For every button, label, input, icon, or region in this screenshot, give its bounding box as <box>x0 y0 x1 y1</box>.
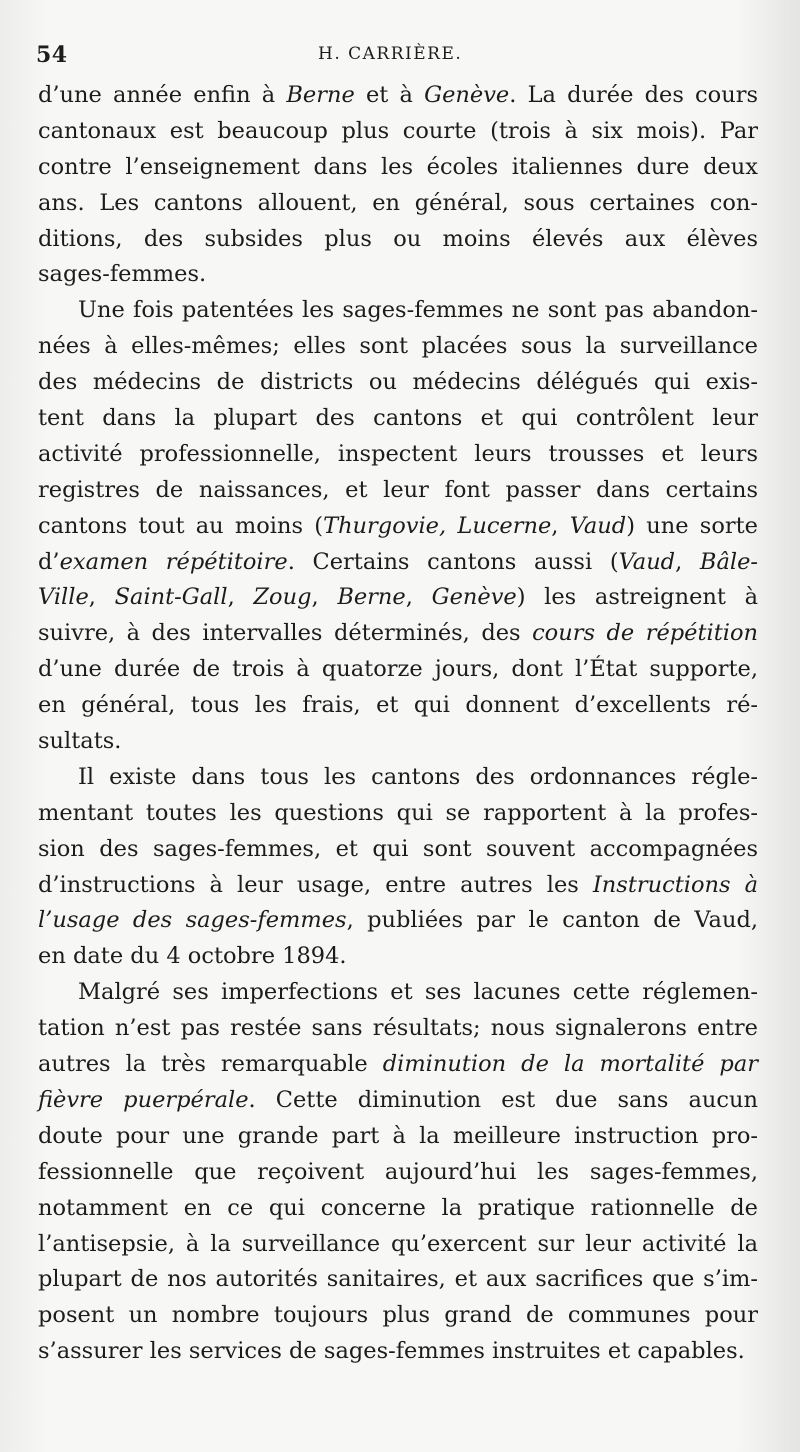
text-segment: activité professionnelle, inspectent leurs trousses et leurs <box>38 440 758 467</box>
text-line <box>38 688 758 724</box>
text-line <box>38 1047 758 1083</box>
text-line <box>38 616 758 652</box>
text-segment: Il existe dans tous les cantons des ordonnances régle- <box>78 763 758 790</box>
text-segment: d’une durée de trois à quatorze jours, dont l’État supporte, <box>38 656 758 683</box>
italic-text: Genève <box>424 82 510 108</box>
italic-text: Ville <box>38 584 89 611</box>
italic-text: Zoug <box>253 584 312 611</box>
text-line <box>38 760 758 796</box>
text-segment: , publiées par le canton de Vaud, <box>346 907 758 934</box>
text-segment: ditions, des subsides plus ou moins élevés aux élèves <box>38 225 758 252</box>
text-segment: , <box>88 584 115 611</box>
text-line <box>38 1298 758 1334</box>
paragraph <box>38 78 758 293</box>
text-segment: en général, tous les frais, et qui donnent d’excellents ré- <box>38 692 758 719</box>
italic-text: Vaud <box>618 548 676 575</box>
text-segment: et à <box>354 82 425 108</box>
text-segment: autres la très remarquable <box>38 1051 383 1078</box>
italic-text: Genève <box>431 584 517 611</box>
text-segment: s’assurer les services de sages-femmes instruites et capables. <box>38 1338 745 1365</box>
text-line <box>38 114 758 150</box>
text-line <box>38 796 758 832</box>
italic-text: cours de répétition <box>532 620 759 647</box>
text-line <box>38 1119 758 1155</box>
running-title: H. CARRIÈRE. <box>318 44 463 64</box>
text-line <box>38 222 758 258</box>
text-segment: ) les astreignent à <box>516 584 759 611</box>
italic-text: Berne <box>337 584 406 611</box>
text-segment: , <box>675 548 700 575</box>
text-segment: tation n’est pas restée sans résultats; nous signalerons entre <box>38 1015 758 1042</box>
text-line <box>38 724 758 760</box>
text-segment: . La durée des cours <box>509 82 758 108</box>
text-segment: ) une sorte <box>626 512 758 539</box>
text-line <box>38 545 758 581</box>
body-text <box>38 78 758 1370</box>
text-line <box>38 401 758 437</box>
text-line <box>38 1191 758 1227</box>
italic-text: Instructions à <box>592 871 758 898</box>
text-segment: tent dans la plupart des cantons et qui contrôlent leur <box>38 405 758 432</box>
text-segment: d’ <box>38 548 60 575</box>
text-segment: sultats. <box>38 728 122 755</box>
text-segment: . Certains cantons aussi ( <box>287 548 619 575</box>
text-line <box>38 293 758 329</box>
text-segment: . Cette diminution est due sans aucun <box>248 1086 759 1113</box>
text-segment: , <box>405 584 432 611</box>
text-line <box>38 1262 758 1298</box>
text-line <box>38 1011 758 1047</box>
text-segment: suivre, à des intervalles déterminés, des <box>38 620 533 647</box>
text-line <box>38 832 758 868</box>
text-segment: registres de naissances, et leur font passer dans certains <box>38 476 758 503</box>
text-line <box>38 975 758 1011</box>
paragraph <box>38 975 758 1370</box>
italic-text: Saint-Gall <box>114 584 228 611</box>
text-line <box>38 365 758 401</box>
text-line <box>38 1334 758 1370</box>
italic-text: Bâle- <box>699 548 758 575</box>
page-number: 54 <box>36 42 68 68</box>
text-segment: , <box>551 512 570 539</box>
text-line <box>38 186 758 222</box>
text-segment: , <box>311 584 338 611</box>
text-line <box>38 868 758 904</box>
text-segment: fessionnelle que reçoivent aujourd’hui les sages-femmes, <box>38 1158 758 1185</box>
italic-text: Thurgovie, Lucerne <box>323 512 552 539</box>
italic-text: Vaud <box>569 512 627 539</box>
text-line <box>38 257 758 293</box>
text-segment: doute pour une grande part à la meilleure instruction pro- <box>38 1122 758 1149</box>
italic-text: fièvre puerpérale <box>38 1086 249 1113</box>
text-segment: contre l’enseignement dans les écoles italiennes dure deux <box>38 153 758 180</box>
text-segment: en date du 4 octobre 1894. <box>38 943 347 970</box>
text-line <box>38 1155 758 1191</box>
text-segment: sion des sages-femmes, et qui sont souvent accompagnées <box>38 835 758 862</box>
text-line <box>38 903 758 939</box>
text-segment: mentant toutes les questions qui se rapportent à la profes- <box>38 799 758 826</box>
text-segment: cantons tout au moins ( <box>38 512 324 539</box>
text-segment: plupart de nos autorités sanitaires, et aux sacrifices que s’im- <box>38 1266 758 1293</box>
text-line <box>38 329 758 365</box>
paragraph <box>38 293 758 760</box>
text-segment: Malgré ses imperfections et ses lacunes cette réglemen- <box>78 979 758 1006</box>
text-line <box>38 78 758 114</box>
text-segment: notamment en ce qui concerne la pratique rationnelle de <box>38 1194 758 1221</box>
text-segment: , <box>227 584 254 611</box>
text-segment: Une fois patentées les sages-femmes ne sont pas abandon- <box>78 297 758 324</box>
text-segment: des médecins de districts ou médecins délégués qui exis- <box>38 369 758 396</box>
text-segment: d’instructions à leur usage, entre autres les <box>38 871 593 898</box>
text-line <box>38 509 758 545</box>
text-line <box>38 1083 758 1119</box>
italic-text: l’usage des sages-femmes <box>38 907 347 934</box>
text-segment: sages-femmes. <box>38 261 207 288</box>
text-line <box>38 652 758 688</box>
text-segment: nées à elles-mêmes; elles sont placées sous la surveillance <box>38 333 758 360</box>
text-segment: cantonaux est beaucoup plus courte (trois à six mois). Par <box>38 117 758 144</box>
text-segment: posent un nombre toujours plus grand de communes pour <box>38 1302 758 1329</box>
text-line <box>38 473 758 509</box>
italic-text: Berne <box>286 82 355 108</box>
italic-text: diminution de la mortalité par <box>382 1051 758 1078</box>
text-segment: d’une année enfin à <box>38 82 287 108</box>
italic-text: examen répétitoire <box>59 548 288 575</box>
text-line <box>38 580 758 616</box>
text-segment: ans. Les cantons allouent, en général, sous certaines con- <box>38 189 758 216</box>
text-line <box>38 437 758 473</box>
text-line <box>38 1227 758 1263</box>
text-line <box>38 939 758 975</box>
paragraph <box>38 760 758 975</box>
text-line <box>38 150 758 186</box>
text-segment: l’antisepsie, à la surveillance qu’exercent sur leur activité la <box>38 1230 758 1257</box>
